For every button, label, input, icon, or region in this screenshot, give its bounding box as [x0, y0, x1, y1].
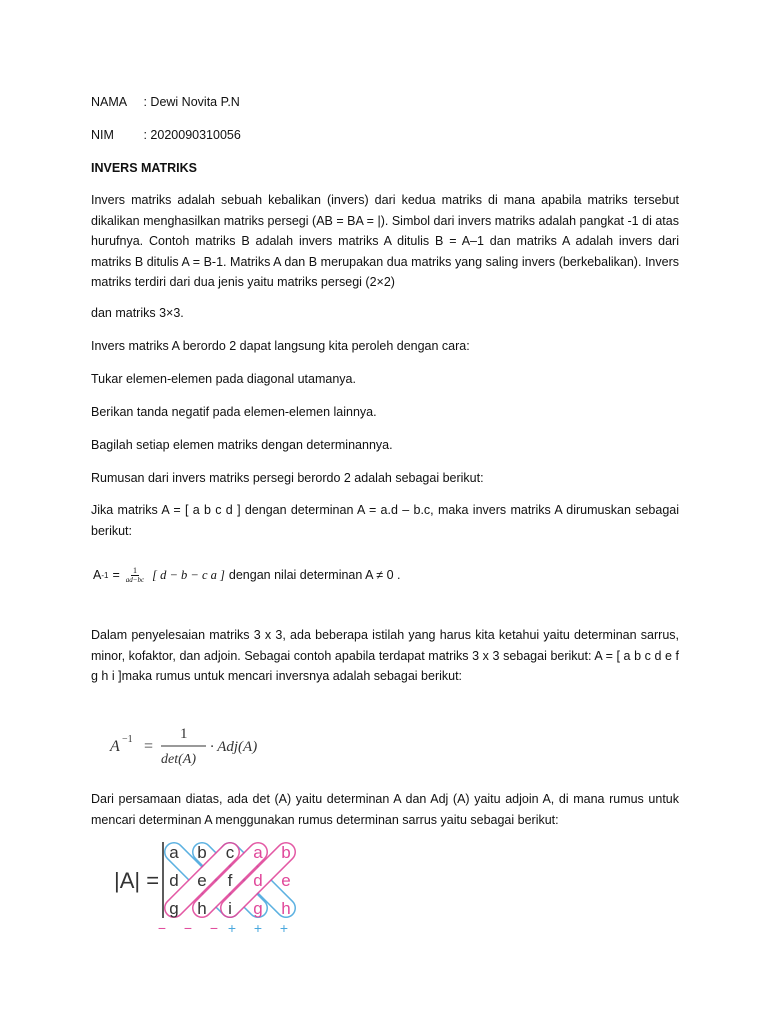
formula1-matrix: [ d − b − c a ] [152, 567, 225, 582]
formula2-exp: −1 [122, 734, 133, 745]
formula1-eq: = [112, 568, 120, 582]
sarrus-entry: i [228, 899, 232, 918]
sarrus-entry: b [281, 843, 291, 862]
paragraph-definition: Invers matriks adalah sebuah kebalikan (invers) dari kedua matriks di mana apabila matriks tersebut dikalikan menghasilkan matriks persegi (AB = BA = |). Simbol dari invers matriks adalah pangkat -1 di atas hurufnya. Contoh matriks B adalah invers matriks A ditulis B = A–1 dan matriks A adalah invers dari matriks B ditulis A = B-1. Matriks A dan B merupakan dua matriks yang saling invers (berkebalikan). Invers matriks terdiri dari dua jenis yaitu matriks persegi (2×2) [91, 193, 679, 289]
sarrus-entry: h [281, 899, 291, 918]
nim-value: : 2020090310056 [143, 128, 241, 142]
nama-value: : Dewi Novita P.N [143, 95, 240, 109]
formula2-lhs: A [110, 738, 120, 755]
formula1-exp: -1 [101, 570, 109, 580]
sarrus-plus-sign: + [253, 920, 263, 936]
formula1-den: ad−bc [125, 576, 145, 584]
sarrus-entry: c [225, 843, 235, 862]
nama-line [91, 92, 240, 112]
sarrus-minus-sign: − [157, 920, 167, 936]
formula2-eq: = [144, 738, 154, 755]
paragraph-3x3: dan matriks 3×3. [91, 306, 184, 320]
paragraph-rumusan: Rumusan dari invers matriks persegi berordo 2 adalah sebagai berikut: [91, 471, 484, 485]
sarrus-plus-sign: + [279, 920, 289, 936]
inverse-3x3-formula [108, 722, 278, 772]
sarrus-entry: e [197, 871, 207, 890]
sarrus-entry: d [253, 871, 263, 890]
sarrus-plus-sign: + [227, 920, 237, 936]
formula1-fraction [126, 566, 144, 584]
nim-line [91, 125, 241, 145]
step-2: Berikan tanda negatif pada elemen-elemen lainnya. [91, 405, 377, 419]
step-1: Tukar elemen-elemen pada diagonal utamanya. [91, 372, 356, 386]
nama-label: NAMA [91, 95, 128, 109]
formula1-tail: dengan nilai determinan A ≠ 0 . [228, 568, 401, 582]
sarrus-entry: b [197, 843, 207, 862]
sarrus-entry: g [253, 899, 263, 918]
paragraph-ordo2: Invers matriks A berordo 2 dapat langsung kita peroleh dengan cara: [91, 339, 470, 353]
formula1-lhs: A [93, 568, 102, 582]
sarrus-entry: g [169, 899, 179, 918]
sarrus-lhs: |A| = [114, 868, 160, 893]
paragraph-jika-matriks: Jika matriks A = [ a b c d ] dengan determinan A = a.d – b.c, maka invers matriks A dirumuskan sebagai berikut: [91, 503, 679, 538]
sarrus-minus-sign: − [183, 920, 193, 936]
inverse-2x2-formula [93, 566, 400, 584]
sarrus-entry: d [169, 871, 179, 890]
formula1-num: 1 [132, 566, 137, 575]
nim-label: NIM [91, 128, 114, 142]
sarrus-entry: e [281, 871, 291, 890]
sarrus-entry: h [197, 899, 207, 918]
paragraph-3x3-intro: Dalam penyelesaian matriks 3 x 3, ada beberapa istilah yang harus kita ketahui yaitu determinan sarrus, minor, kofaktor, dan adjoin. Sebagai contoh apabila terdapat matriks 3 x 3 sebagai berikut: A = [ a b c d e f g h i ]maka rumus untuk mencari inversnya adalah sebagai berikut: [91, 628, 679, 683]
sarrus-entry: a [253, 843, 263, 862]
paragraph-sarrus-intro: Dari persamaan diatas, ada det (A) yaitu determinan A dan Adj (A) yaitu adjoin A, di mana rumus untuk mencari determinan A menggunakan rumus determinan sarrus yaitu sebagai berikut: [91, 792, 679, 827]
formula2-rhs: · Adj(A) [210, 739, 258, 755]
step-3: Bagilah setiap elemen matriks dengan determinannya. [91, 438, 393, 452]
sarrus-diagram [112, 836, 302, 936]
sarrus-entry: a [169, 843, 179, 862]
sarrus-minus-sign: − [209, 920, 219, 936]
sarrus-entry: f [227, 871, 233, 890]
formula2-den: det(A) [161, 752, 196, 767]
formula2-num: 1 [180, 726, 188, 742]
document-title: INVERS MATRIKS [91, 161, 198, 175]
